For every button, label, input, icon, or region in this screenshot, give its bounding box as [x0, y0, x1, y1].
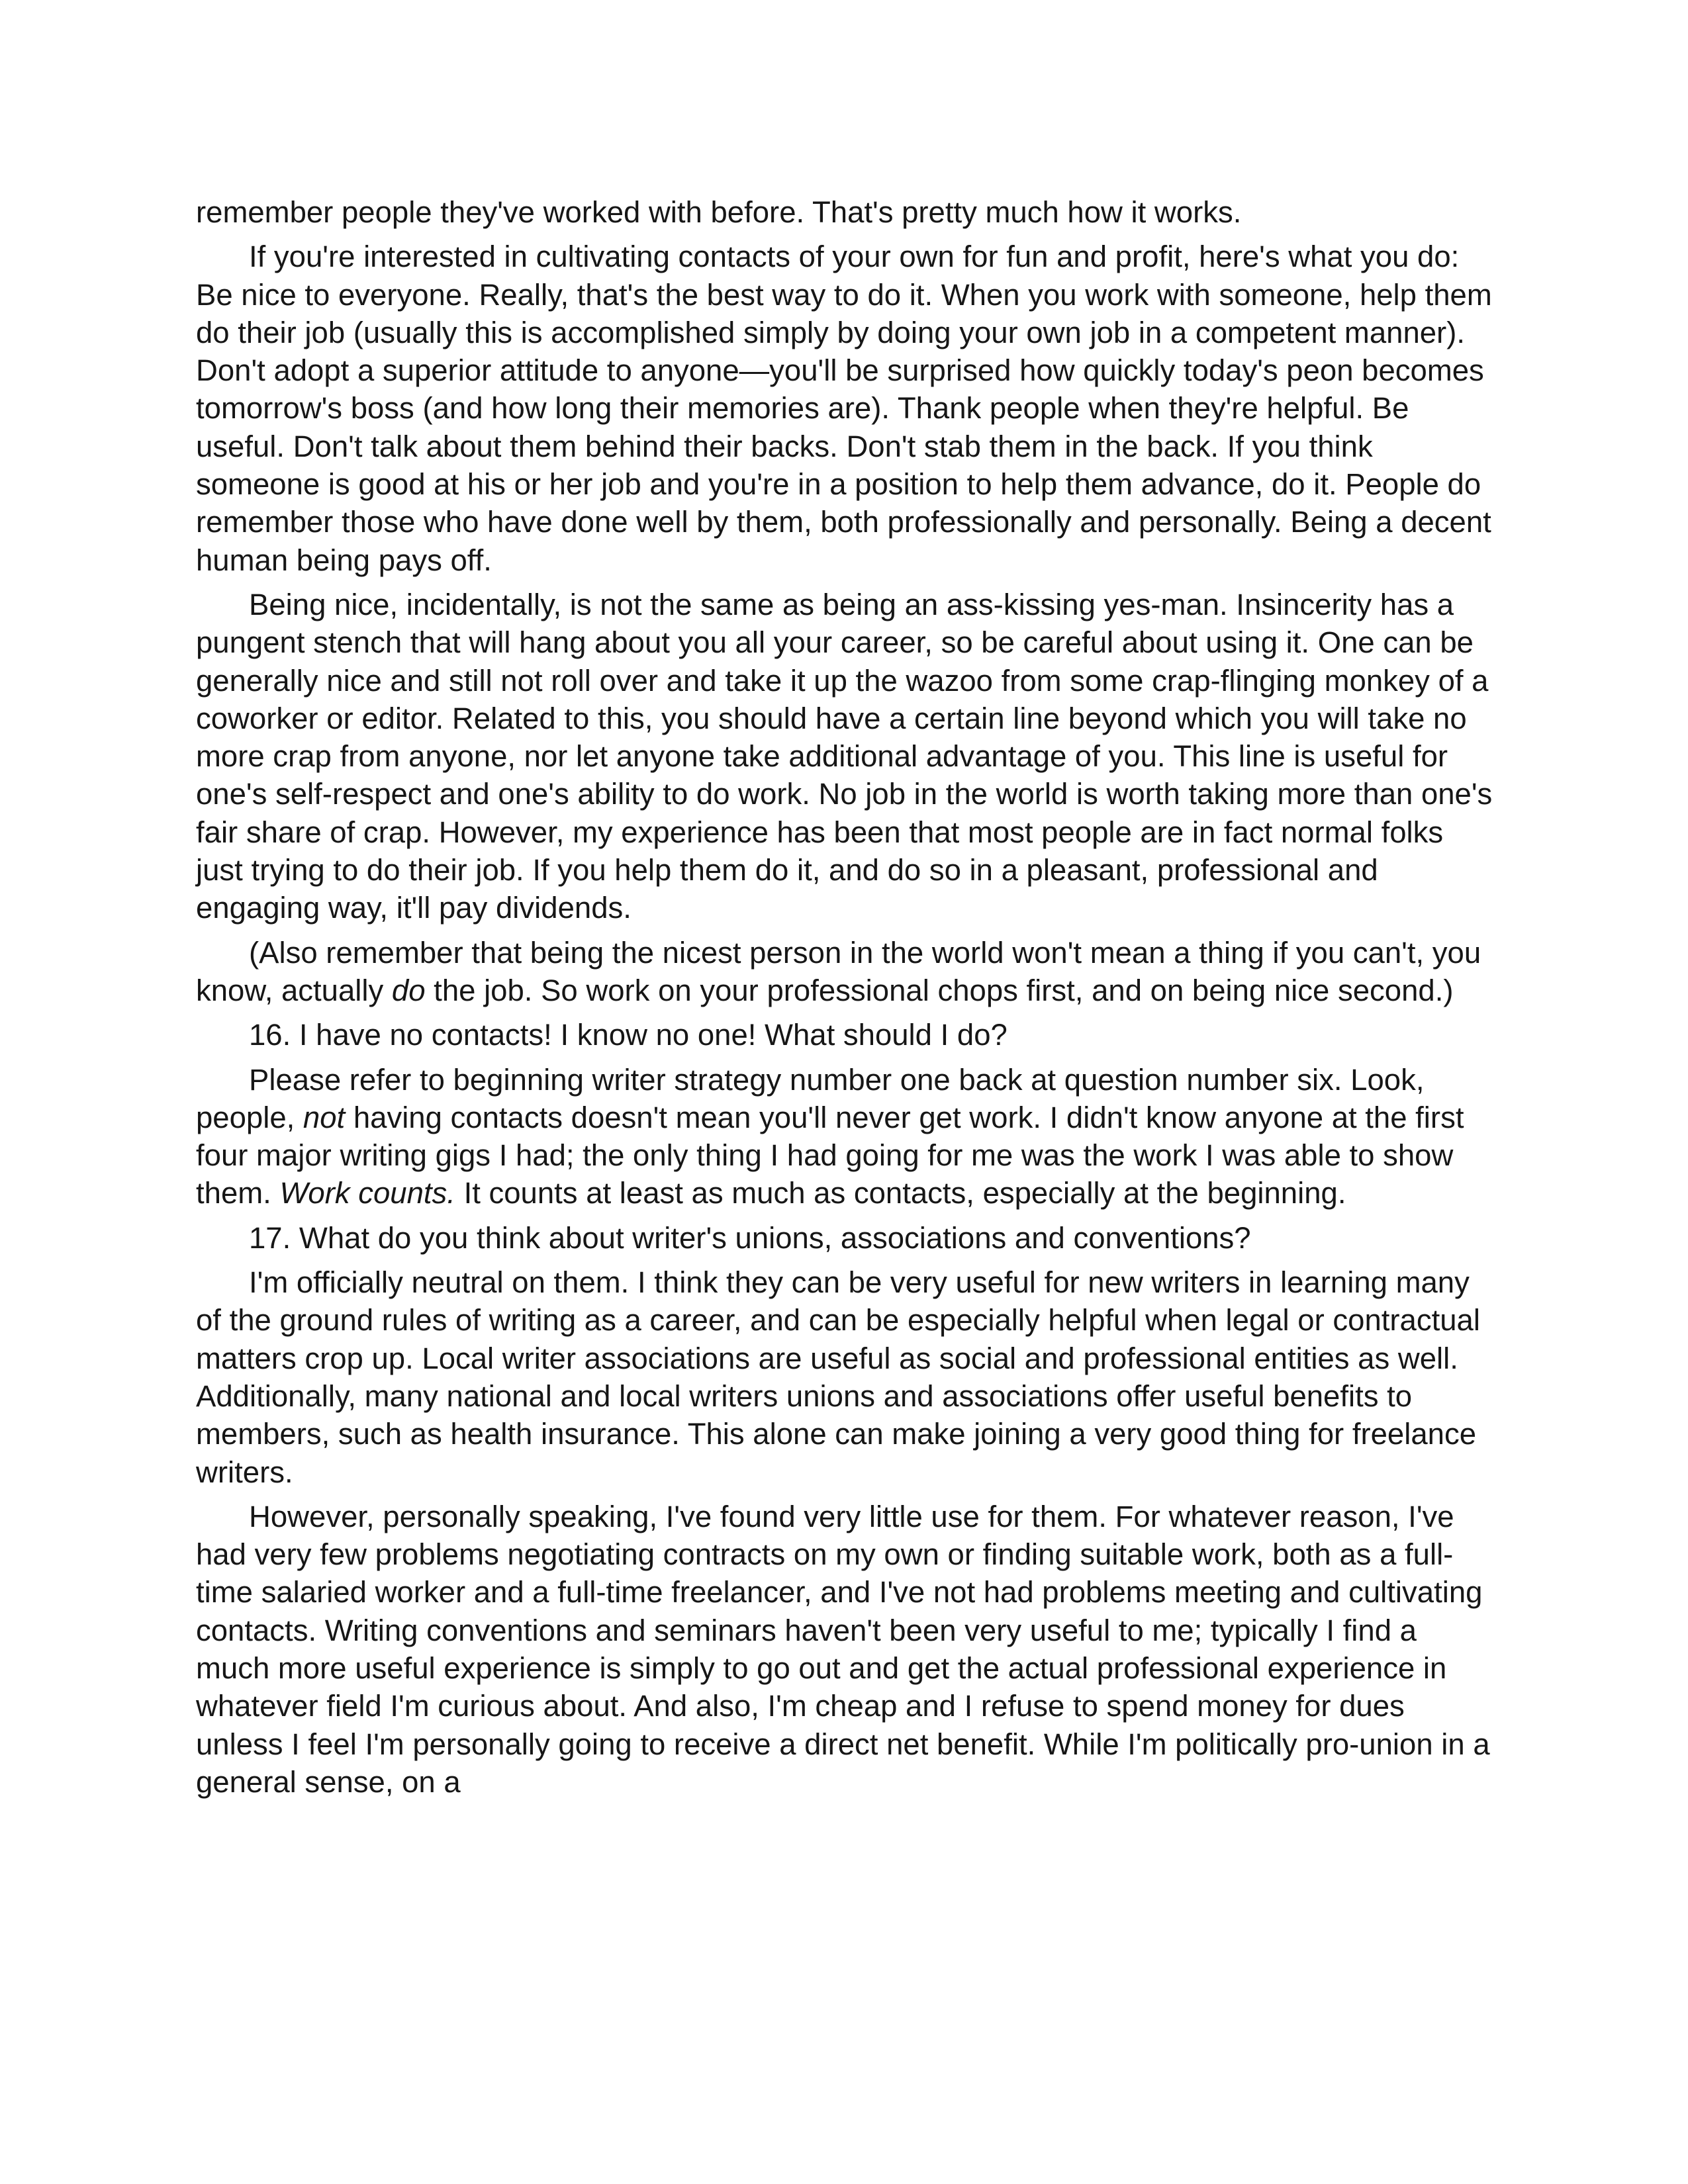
text-run: the job. So work on your professional chops first, and on being nice second.) [425, 973, 1454, 1007]
paragraph-not-yes-man: Being nice, incidentally, is not the same as being an ass-kissing yes-man. Insincerity has a pungent stench that will hang about you all your career, so be careful about using it. One can be generally nice and still not roll over and take it up the wazoo from some crap-flinging monkey of a coworker or editor. Related to this, you should have a certain line beyond which you will take no more crap from anyone, nor let anyone take additional advantage of you. This line is useful for one's self-respect and one's ability to do work. No job in the world is worth taking more than one's fair share of crap. However, my experience has been that most people are in fact normal folks just trying to do their job. If you help them do it, and do so in a pleasant, professional and engaging way, it'll pay dividends. [196, 587, 1493, 925]
emphasis-work-counts: Work counts. [279, 1176, 455, 1210]
emphasis-not: not [303, 1100, 346, 1134]
answer-17-personal: However, personally speaking, I've found very little use for them. For whatever reason, I've had very few problems negotiating contracts on my own or finding suitable work, both as a full-time salaried worker and a full-time freelancer, and I've not had problems meeting and cultivating contacts. Writing conventions and seminars haven't been very useful to me; typically I find a much more useful experience is simply to go out and get the actual professional experience in whatever field I'm curious about. And also, I'm cheap and I refuse to spend money for dues unless I feel I'm personally going to receive a direct net benefit. While I'm politically pro-union in a general sense, on a [196, 1499, 1490, 1799]
text-run: Please refer to beginning writer strategy number one back at question number six. Look, people, [196, 1062, 1425, 1134]
paragraph-be-nice: If you're interested in cultivating contacts of your own for fun and profit, here's what you do: Be nice to everyone. Really, that's the best way to do it. When you work with someone, help them do their job (usually this is accomplished simply by doing your own job in a competent manner). Don't adopt a superior attitude to anyone—you'll be surprised how quickly today's peon becomes tomorrow's boss (and how long their memories are). Thank people when they're helpful. Be useful. Don't talk about them behind their backs. Don't stab them in the back. If you think someone is good at his or her job and you're in a position to help them advance, do it. People do remember those who have done well by them, both professionally and personally. Being a decent human being pays off. [196, 240, 1492, 577]
text-run: having contacts doesn't mean you'll never get work. I didn't know anyone at the first four major writing gigs I had; the only thing I had going for me was the work I was able to show them. [196, 1100, 1464, 1210]
paragraph-aside-do-the-job [196, 934, 1496, 1010]
question-17: 17. What do you think about writer's unions, associations and conventions? [249, 1220, 1251, 1255]
question-16: 16. I have no contacts! I know no one! What should I do? [249, 1018, 1008, 1052]
document-page [196, 193, 1496, 1807]
text-run: (Also remember that being the nicest person in the world won't mean a thing if you can't, you know, actually [196, 935, 1481, 1007]
answer-17-neutral: I'm officially neutral on them. I think they can be very useful for new writers in learning many of the ground rules of writing as a career, and can be especially helpful when legal or contractual matters crop up. Local writer associations are useful as social and professional entities as well. Additionally, many national and local writers unions and associations offer useful benefits to members, such as health insurance. This alone can make joining a very good thing for freelance writers. [196, 1265, 1480, 1489]
text-run: It counts at least as much as contacts, especially at the beginning. [455, 1176, 1346, 1210]
answer-16 [196, 1061, 1496, 1212]
emphasis-do: do [391, 973, 426, 1007]
paragraph-continuation: remember people they've worked with before. That's pretty much how it works. [196, 195, 1242, 229]
